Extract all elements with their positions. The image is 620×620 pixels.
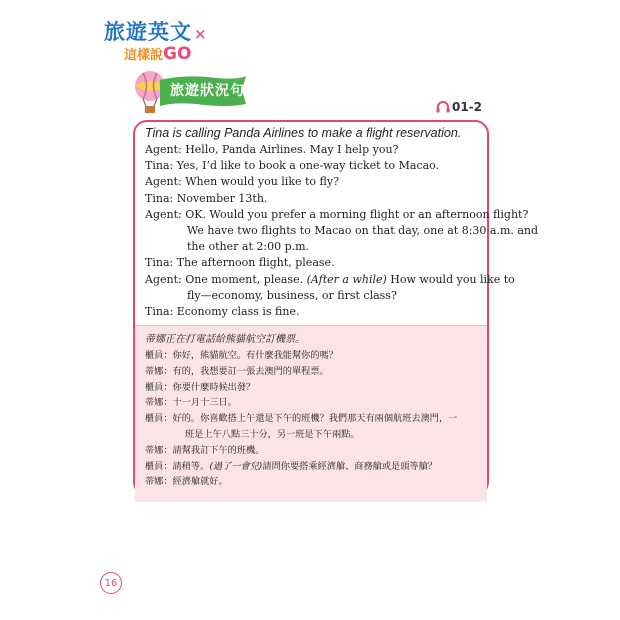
translation-line [145,459,477,475]
chinese-translation [135,325,487,502]
translation-line: 班是上午八點三十分，另一班是下午兩點。 [185,428,360,440]
dialogue-text: Agent: One moment, please. [145,272,304,286]
dialogue-line: Tina: The afternoon flight, please. [145,256,335,270]
headphones-icon [436,101,450,113]
section-title: 旅遊狀況句 [170,83,245,99]
dialogue-line: fly—economy, business, or first class? [187,288,397,302]
logo-subtitle: 這樣說 [124,48,164,63]
dialogue-line: Agent: Hello, Panda Airlines. May I help you? [145,143,399,156]
translation-text: 請問你要搭乘經濟艙、商務艙或是頭等艙？ [262,460,437,472]
dialogue-line [145,272,515,288]
dialogue-line: the other at 2:00 p.m. [187,240,310,254]
dialogue-text: How would you like to [390,272,515,286]
logo-go: GO [163,44,192,64]
dialogue-line: Tina: Yes, I’d like to book a one-way ticket to Macao. [145,159,440,173]
translation-line: 櫃員：你要什麼時候出發？ [145,381,256,393]
translation-line: 蒂娜：有的，我想要訂一張去澳門的單程票。 [145,365,329,377]
stage-direction: (過了一會兒) [209,460,263,472]
logo-title: 旅遊英文 [104,20,192,44]
translation-line: 蒂娜：經濟艙就好。 [145,476,228,488]
translation-line: 櫃員：你好，熊貓航空。有什麼我能幫你的嗎？ [145,350,338,361]
track-number: 01-2 [452,100,483,114]
chinese-scenario-title: 蒂娜正在打電話給熊貓航空訂機票。 [145,334,305,345]
dialogue-line: Tina: Economy class is fine. [145,305,300,319]
page-number: 16 [100,572,122,594]
english-scenario-title: Tina is calling Panda Airlines to make a flight reservation. [145,126,462,140]
dialogue-line: We have two flights to Macao on that day, one at 8:30 a.m. and [187,224,539,238]
translation-text: 櫃員：請稍等。 [145,460,210,472]
dialogue-line: Tina: November 13th. [145,191,268,205]
translation-line: 蒂娜：十一月十三日。 [145,397,237,409]
dialogue-line: Agent: When would you like to fly? [145,175,339,189]
translation-line: 蒂娜：請幫我訂下午的班機。 [145,444,265,456]
translation-line: 櫃員：好的。你喜歡搭上午還是下午的班機？我們那天有兩個航班去澳門，一 [145,413,458,425]
dialogue-card [133,120,539,496]
english-dialogue [135,122,539,325]
stage-direction: (After a while) [306,272,387,286]
dialogue-line: Agent: OK. Would you prefer a morning flight or an afternoon flight? [145,207,529,221]
logo-x-mark: × [194,25,208,43]
book-logo [104,20,208,64]
audio-track[interactable] [436,100,482,114]
